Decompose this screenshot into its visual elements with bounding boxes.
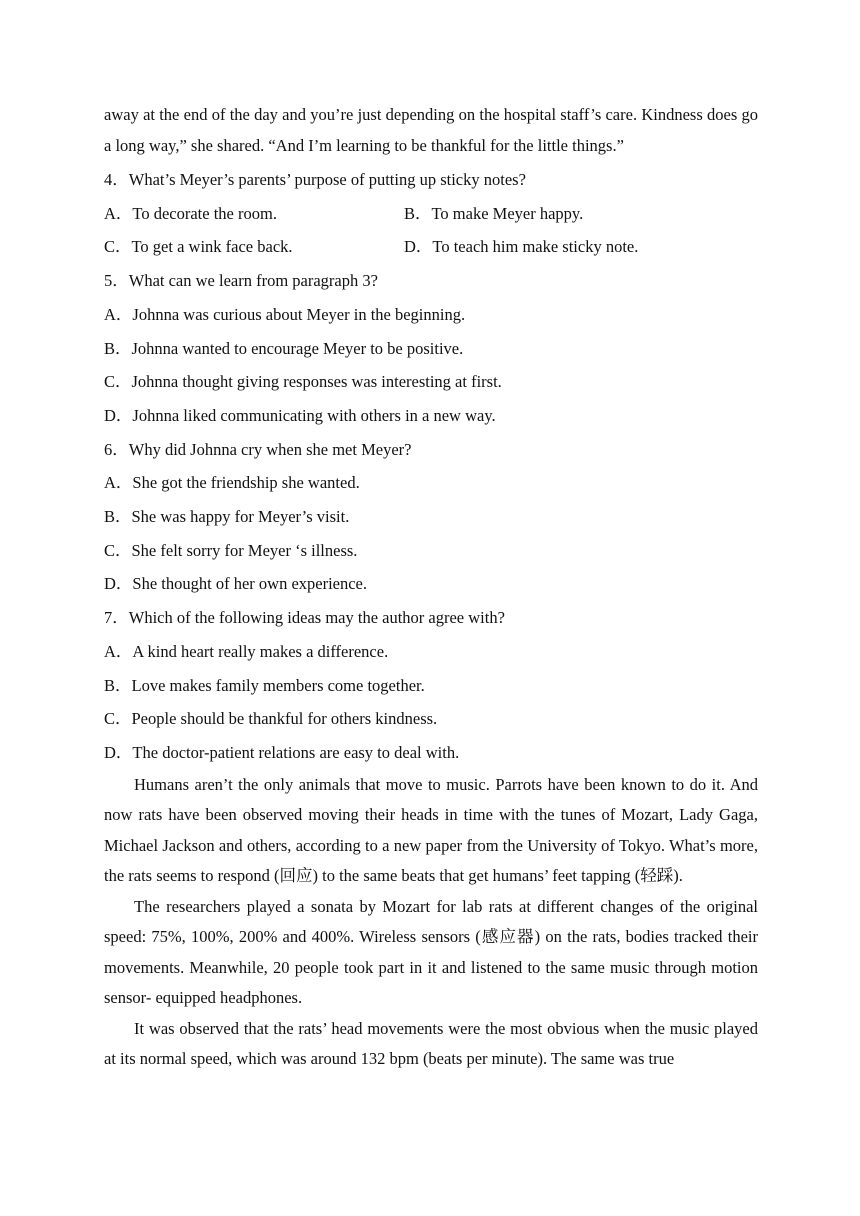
question-stem: 4．What’s Meyer’s parents’ purpose of putting up sticky notes? — [104, 170, 526, 189]
option-b: B．Johnna wanted to encourage Meyer to be positive. — [104, 338, 464, 358]
option-a: A．To decorate the room. — [104, 203, 277, 223]
question-4 — [104, 163, 758, 264]
question-6 — [104, 433, 758, 602]
option-b: B．Love makes family members come together. — [104, 675, 425, 695]
question-7 — [104, 601, 758, 770]
option-d: D．To teach him make sticky note. — [404, 237, 639, 257]
option-a: A．She got the friendship she wanted. — [104, 473, 360, 493]
document-page — [104, 100, 758, 1075]
option-c: C．Johnna thought giving responses was interesting at first. — [104, 372, 502, 392]
question-stem: 5．What can we learn from paragraph 3? — [104, 271, 378, 291]
passage-paragraph: It was observed that the rats’ head movements were the most obvious when the music played at its normal speed, which was around 132 bpm (beats per minute). The same was true — [104, 1018, 758, 1069]
option-c: C．People should be thankful for others kindness. — [104, 709, 438, 729]
question-5 — [104, 264, 758, 433]
question-stem: 6．Why did Johnna cry when she met Meyer? — [104, 439, 412, 459]
intro-paragraph: away at the end of the day and you’re just depending on the hospital staff’s care. Kindness does go a long way,” she shared. “And I’m learning to be thankful for the little things.” — [104, 105, 758, 155]
option-a: A．Johnna was curious about Meyer in the beginning. — [104, 304, 466, 324]
option-c: C．To get a wink face back. — [104, 237, 293, 257]
option-a: A．A kind heart really makes a difference. — [104, 641, 389, 661]
option-c: C．She felt sorry for Meyer ‘s illness. — [104, 540, 358, 560]
question-stem: 7．Which of the following ideas may the author agree with? — [104, 608, 505, 628]
passage-paragraph: The researchers played a sonata by Mozart for lab rats at different changes of the original speed: 75%, 100%, 200% and 400%. Wireless sensors (感应器) on the rats, bodies tracked their movements. Meanwhile, 20 people took part in it and listened to the same music through motion sensor- equipped headphones. — [104, 896, 758, 1008]
option-d: D．Johnna liked communicating with others in a new way. — [104, 405, 496, 425]
passage-paragraph: Humans aren’t the only animals that move to music. Parrots have been known to do it. And now rats have been observed moving their heads in time with the tunes of Mozart, Lady Gaga, Michael Jackson and others, according to a new paper from the University of Tokyo. What’s more, the rats seems to respond (回应) to the same beats that get humans’ feet tapping (轻踩). — [104, 774, 758, 886]
option-b: B．She was happy for Meyer’s visit. — [104, 507, 350, 527]
option-d: D．The doctor-patient relations are easy to deal with. — [104, 742, 460, 762]
option-d: D．She thought of her own experience. — [104, 574, 368, 594]
option-b: B．To make Meyer happy. — [404, 203, 584, 223]
